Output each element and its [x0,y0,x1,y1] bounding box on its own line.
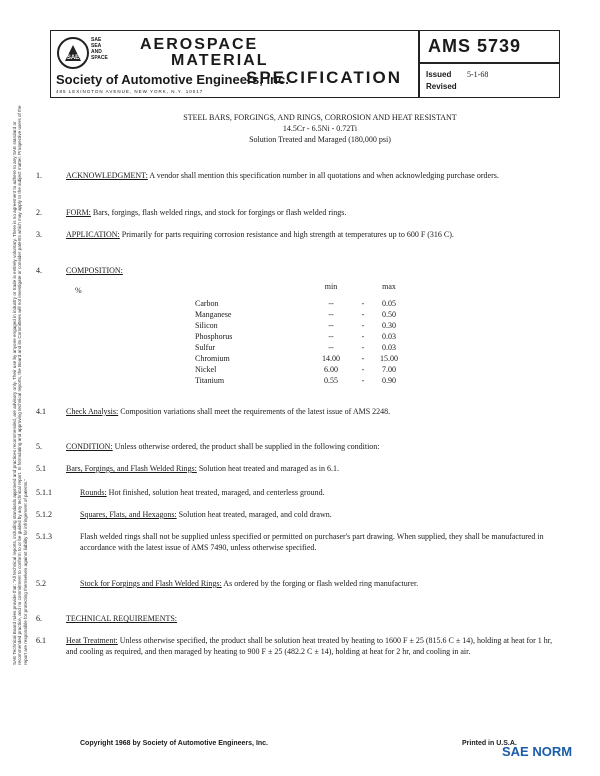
header-specification: SPECIFICATION [246,68,403,87]
society-address: 485 LEXINGTON AVENUE, NEW YORK, N.Y. 10017 [56,89,204,94]
table-row: Sulfur -- - 0.03 [195,343,396,352]
composition-table [195,281,409,386]
header-material: MATERIAL [171,52,269,69]
header-divider [418,30,420,98]
section-5-2: 5.2 Stock for Forgings and Flash Welded Rings: As ordered by the forging or flash welded ring manufacturer. [36,579,419,588]
section-5-1-1: 5.1.1 Rounds: Hot finished, solution heat treated, maraged, and centerless ground. [36,488,325,497]
doc-subtitle-condition: Solution Treated and Maraged (180,000 psi) [249,135,391,144]
table-row: Titanium 0.55 - 0.90 [195,376,396,385]
section-6-1: 6.1 Heat Treatment: Unless otherwise specified, the product shall be solution heat treated by heating to 1600 F ± 25 (815.6 C ± 14), holding at heat for 1 hr, and cooling as required, and then maraged by heating to 900 F ± 25 (482.2 C ± 14), holding at heat for 2 hr, and cooling in air. [36,636,553,656]
copyright-notice: Copyright 1968 by Society of Automotive Engineers, Inc. [80,740,269,747]
header-divider-horizontal [418,62,559,64]
table-row: Silicon -- - 0.30 [195,321,396,330]
table-row: Manganese -- - 0.50 [195,310,396,319]
table-row: Chromium 14.00 - 15.00 [195,354,398,363]
header-aerospace: AEROSPACE [140,36,259,53]
section-1: 1. ACKNOWLEDGMENT: A vendor shall mention this specification number in all quotations and when acknowledging purchase orders. [36,171,499,180]
table-row: Nickel 6.00 - 7.00 [195,365,396,374]
table-row: Carbon -- - 0.05 [195,299,396,308]
spec-number: AMS 5739 [428,36,522,56]
section-4-1: 4.1 Check Analysis: Composition variations shall meet the requirements of the latest issue of AMS 2248. [36,407,391,416]
revised-label: Revised [426,82,457,91]
section-2: 2. FORM: Bars, forgings, flash welded rings, and stock for forgings or flash welded rings. [36,208,347,217]
sae-logo-icon [57,37,89,69]
section-3: 3. APPLICATION: Primarily for parts requiring corrosion resistance and high strength at temperatures up to 600 F (316 C). [36,230,454,239]
section-6: 6. TECHNICAL REQUIREMENTS: [36,614,178,623]
logo-text: SAE SEA AND SPACE [91,37,108,61]
section-5-1-2: 5.1.2 Squares, Flats, and Hexagons: Solution heat treated, maraged, and cold drawn. [36,510,332,519]
doc-title: STEEL BARS, FORGINGS, AND RINGS, CORROSION AND HEAT RESISTANT [183,113,457,122]
composition-header-row: min max [324,282,396,291]
sae-norm-watermark: SAE NORM [502,744,573,759]
printed-in: Printed in U.S.A. [462,740,517,747]
doc-subtitle-composition: 14.5Cr - 6.5Ni - 0.72Ti [282,124,358,133]
section-5-1-3: 5.1.3 Flash welded rings shall not be supplied unless specified or permitted on purchaser's part drawing. When supplied, they shall be manufactured in accordance with the latest issue of AMS 7490, unless otherwise specified. [36,532,544,552]
composition-percent-mark: % [75,286,82,295]
table-row: Phosphorus -- - 0.03 [195,332,396,341]
issued-date: 5-1-68 [467,70,489,79]
society-name: Society of Automotive Engineers, Inc. [56,72,289,87]
side-legal-notice: SAE Technical Board rules provide that: "All technical reports, including standards approved and practices recommended, are advisory only. Their use by anyone engaged in industry or trade is entirely voluntary. There is no agreement to adhere to any SAE standard or recommended practice, and no commitment to conform to or be guided by any technical report. In formulating and approving technical reports, the Board and its Committees will not investigate or consider patents which may apply to the subject matter. Prospective users of the report are responsible for protecting themselves against liability for infringement of patents." [12,105,28,665]
issued-label: Issued [426,70,452,79]
svg-text:SAE: SAE [66,55,80,61]
section-4: 4. COMPOSITION: [36,266,123,275]
section-5-1: 5.1 Bars, Forgings, and Flash Welded Rings: Solution heat treated and maraged as in 6.1. [36,464,340,473]
section-5: 5. CONDITION: Unless otherwise ordered, the product shall be supplied in the following condition: [36,442,380,451]
